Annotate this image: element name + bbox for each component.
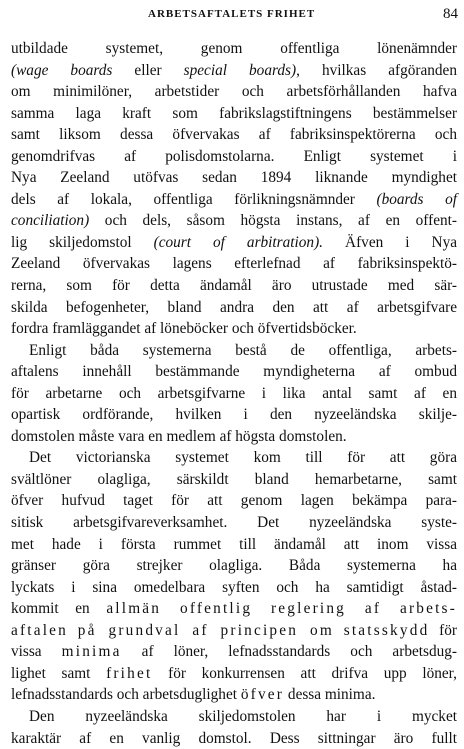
text-segment: för konkurrensen att drifva upp löner, [152,665,457,682]
text-segment: fordra framläggandet af löneböcker och öfvertidsböcker. [11,320,357,337]
text-segment: , hvilkas afgöranden [296,62,457,79]
text-segment: met hade i första rummet till ändamål att inom vissa [11,536,457,553]
text-line [11,167,457,189]
text-segment: dels af lokala, offentliga förlikningsnämnder [11,191,376,208]
text-segment: Den nyzeeländska skiljedomstolen har i mycket [29,708,457,725]
text-line [11,361,457,383]
text-segment: frihet [106,665,152,682]
text-segment: för [429,622,457,639]
text-segment: Det victorianska systemet kom till för att göra [29,449,457,466]
text-segment: samt liksom dessa öfvervakas af fabriksinspektörerna och [11,126,457,143]
text-line [11,469,457,491]
text-line [11,490,457,512]
text-line [11,512,457,534]
text-segment: special boards) [184,62,296,79]
text-segment: lyckats i sina omedelbara syften och ha samtidigt åstad- [11,579,457,596]
text-segment: sitisk arbetsgifvareverksamhet. Det nyzeeländska syste- [11,514,457,531]
text-segment: rerna, som för detta ändamål äro utrustade med sär- [11,277,457,294]
text-segment: vissa [11,643,62,660]
text-segment: aftalen [11,622,68,639]
text-segment [68,622,78,639]
text-segment: Zeeland öfvervakas lagens efterlefnad af fabriksinspektö- [11,255,457,272]
text-line [11,555,457,577]
text-line [11,146,457,168]
text-line [11,81,457,103]
text-segment: samma laga kraft som fabrikslagstiftningens bestämmelser [11,105,457,122]
text-line [11,426,457,448]
text-segment: lighet samt [11,665,106,682]
text-line [11,404,457,426]
body-text [11,38,457,749]
text-line [11,318,457,340]
text-line [11,275,457,297]
text-line [11,253,457,275]
text-line [11,297,457,319]
text-segment: Äfven i Nya [323,234,457,251]
text-segment: och dels, såsom högsta instans, af en offent- [89,212,457,229]
text-segment: Enligt båda systemerna bestå de offentliga, arbets- [29,342,457,359]
text-segment: karaktär af en vanlig domstol. Dess sittningar äro fullt [11,730,457,747]
text-segment: kommit en [11,600,106,617]
text-segment: lig skiljedomstol [11,234,154,251]
text-line [11,60,457,82]
text-line [11,232,457,254]
text-segment [334,622,344,639]
text-line [11,706,457,728]
text-segment: (wage boards [11,62,112,79]
running-head [0,6,464,24]
text-line [11,38,457,60]
text-segment: öfver [241,686,284,703]
text-line [11,534,457,556]
text-segment: domstolen måste vara en medlem af högsta domstolen. [11,428,347,445]
text-line [11,447,457,469]
text-segment: skilda befogenheter, bland andra den att af arbetsgifvare [11,299,457,316]
text-segment: (court of arbitration). [154,234,323,251]
text-segment: på grundval af principen om [78,622,334,639]
text-segment: minima [62,643,122,660]
text-segment: opartisk ordförande, hvilken i den nyzeeländska skilje- [11,406,457,423]
text-line [11,383,457,405]
text-line [11,210,457,232]
text-segment: af löner, lefnadsstandards och arbetsdug- [122,643,457,660]
text-segment: Nya Zeeland utöfvas sedan 1894 liknande myndighet [11,169,457,186]
text-line [11,620,457,642]
text-line [11,340,457,362]
text-line [11,663,457,685]
text-line [11,684,457,706]
text-segment: eller [112,62,183,79]
text-line [11,103,457,125]
text-segment: för arbetarne och arbetsgifvarne i lika antal samt af en [11,385,457,402]
text-line [11,577,457,599]
text-segment: conciliation) [11,212,89,229]
text-line [11,728,457,749]
text-segment: gränser göra strejker olagliga. Båda systemerna ha [11,557,457,574]
text-segment: allmän offentlig reglering af arbets- [106,600,457,617]
text-line [11,189,457,211]
text-segment: utbildade systemet, genom offentliga lönenämnder [11,40,457,57]
text-segment: svältlöner olagliga, särskildt bland hemarbetarne, samt [11,471,457,488]
text-segment: genomdrifvas af polisdomstolarna. Enligt systemet i [11,148,457,165]
text-line [11,641,457,663]
text-segment: öfver hufvud taget för att genom lagen bekämpa para- [11,492,457,509]
page-number: 84 [443,6,458,23]
text-line [11,124,457,146]
text-segment: statsskydd [344,622,430,639]
text-segment: aftalens innehåll bestämmande myndigheterna af ombud [11,363,457,380]
text-segment: dessa minima. [284,686,375,703]
text-segment: lefnadsstandards och arbetsduglighet [11,686,241,703]
running-title: ARBETSAFTALETS FRIHET [148,8,315,20]
text-line [11,598,457,620]
text-segment: om minimilöner, arbetstider och arbetsförhållanden hafva [11,83,457,100]
text-segment: (boards of [376,191,457,208]
